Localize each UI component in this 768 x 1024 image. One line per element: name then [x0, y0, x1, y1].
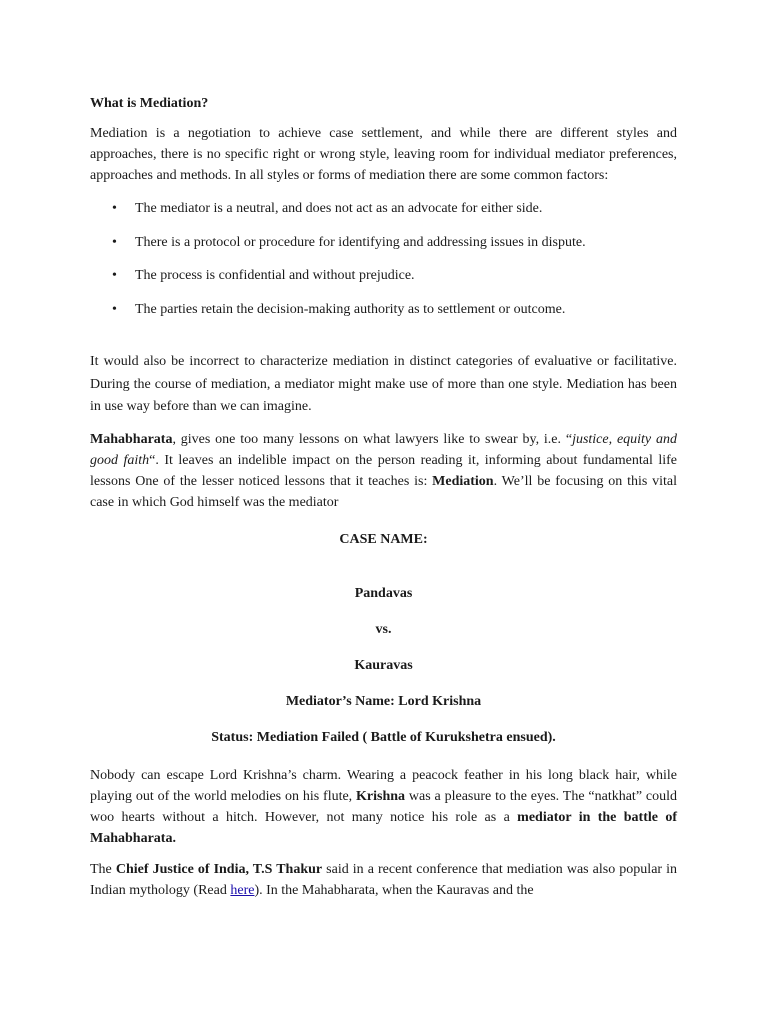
bullet-icon: •	[112, 234, 117, 250]
mediator-name: Mediator’s Name: Lord Krishna	[285, 693, 482, 709]
list-item-text: The mediator is a neutral, and does not act as an advocate for either side.	[135, 201, 543, 216]
list-item	[90, 266, 677, 300]
list-item	[90, 199, 677, 233]
bullet-icon: •	[112, 301, 117, 317]
mediator-role-bold: mediator in the battle of Mahabharata.	[90, 809, 677, 846]
party-kauravas: Kauravas	[354, 657, 413, 673]
intro-paragraph: Mediation is a negotiation to achieve case settlement, and while there are different styles and approaches, there is no specific right or wrong style, leaving room for individual mediator preferences, approaches and methods. In all styles or forms of mediation there are some common factors:	[90, 126, 677, 183]
justice-italic: justice, equity and good faith	[90, 431, 677, 468]
list-item	[90, 300, 677, 334]
document-body	[90, 94, 677, 901]
chief-justice-bold: Chief Justice of India, T.S Thakur	[115, 861, 323, 877]
list-item	[90, 233, 677, 267]
krishna-bold: Krishna	[356, 788, 406, 804]
list-item-text: There is a protocol or procedure for identifying and addressing issues in dispute.	[135, 234, 586, 250]
party-pandavas: Pandavas	[354, 585, 413, 601]
mahabharata-paragraph: Mahabharata, gives one too many lessons on what lawyers like to swear by, i.e. “justice, equity and good faith“. It leaves an indelible impact on the person reading it, informing about fundamental life lessons One of the lesser noticed lessons that it teaches is: Mediation. We’ll be focusing on this vital case in which God himself was the mediator	[90, 431, 678, 510]
versus-label: vs.	[375, 621, 392, 637]
case-name-label: CASE NAME:	[339, 531, 428, 547]
styles-paragraph: It would also be incorrect to characterize mediation in distinct categories of evaluative or facilitative. During the course of mediation, a mediator might make use of more than one style. Mediation has been in use way before than we can imagine.	[90, 354, 677, 414]
mediation-bold: Mediation	[432, 473, 494, 489]
chief-justice-paragraph: The Chief Justice of India, T.S Thakur said in a recent conference that mediation was also popular in Indian mythology (Read here). In the Mahabharata, when the Kauravas and the	[90, 861, 678, 898]
list-item-text: The parties retain the decision-making authority as to settlement or outcome.	[135, 301, 566, 317]
case-status: Status: Mediation Failed ( Battle of Kurukshetra ensued).	[211, 729, 556, 745]
list-item-text: The process is confidential and without prejudice.	[135, 268, 415, 283]
common-factors-list	[90, 199, 677, 333]
bullet-icon: •	[112, 268, 117, 283]
bullet-icon: •	[112, 201, 117, 216]
krishna-paragraph: Nobody can escape Lord Krishna’s charm. Wearing a peacock feather in his long black hair, while playing out of the world melodies on his flute, Krishna was a pleasure to the eyes. The “natkhat” could woo hearts without a hitch. However, not many notice his role as a mediator in the battle of Mahabharata.	[90, 767, 677, 846]
mahabharata-bold: Mahabharata	[90, 431, 173, 447]
here-link[interactable]: here	[230, 882, 255, 898]
section-heading: What is Mediation?	[90, 96, 209, 111]
